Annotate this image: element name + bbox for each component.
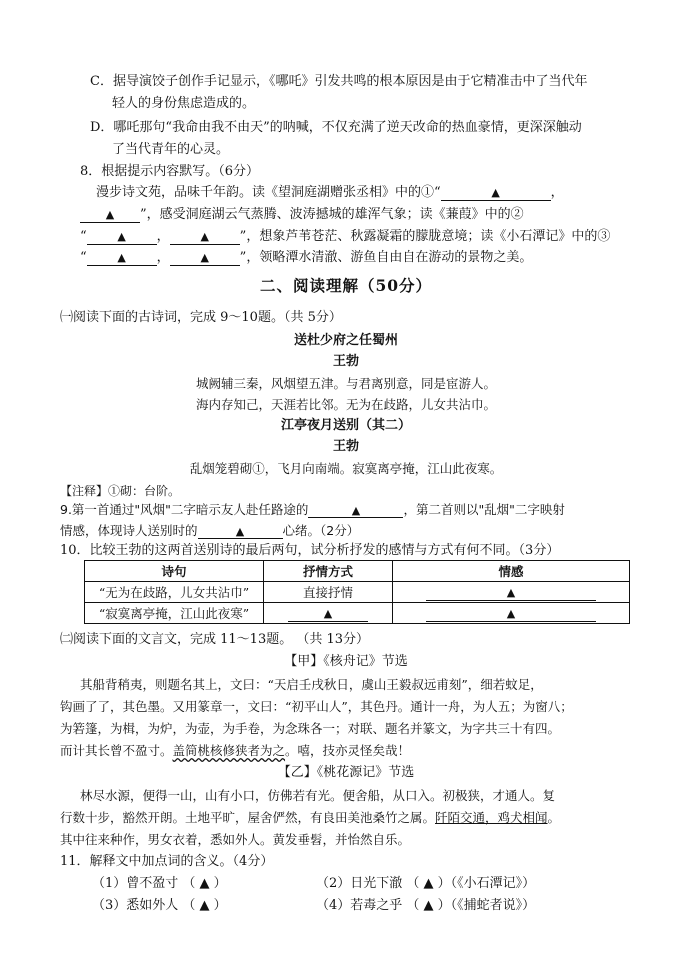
table-cell: “无为在歧路，儿女共沾巾” [85, 582, 264, 603]
q8-line1-text: 漫步诗文苑，品味千年韵。读《望洞庭湖赠张丞相》中的①“ [96, 185, 441, 200]
poem1-line2: 海内存知己，天涯若比邻。无为在歧路，儿女共沾巾。 [195, 397, 496, 412]
option-c-line2: 轻人的身份焦虑造成的。 [112, 96, 256, 111]
answer-blank[interactable]: ▲ [198, 523, 283, 539]
q11-item[interactable]: （1）曾不盈寸 （ ▲ ） [92, 876, 227, 891]
answer-blank[interactable]: ▲ [308, 502, 403, 518]
table-cell[interactable] [393, 582, 630, 603]
yi-line1: 林尽水源，便得一山，山有小口，仿佛若有光。便舍船，从口入。初极狭，才通人。复 [80, 788, 556, 803]
jia-line3: 为箬篷，为楫，为炉，为壶，为手卷，为念珠各一；对联、题名并篆文，为字共三十有四。 [60, 721, 561, 736]
answer-blank[interactable]: ▲ [441, 185, 551, 201]
jia-line2: 钩画了了，其色墨。又用篆章一，文曰：“初平山人”，其色丹。通计一舟，为人五；为窗八； [60, 699, 573, 714]
yi-line2: 行数十步，豁然开朗。土地平旷，屋舍俨然，有良田美池桑竹之属。阡陌交通，鸡犬相闻。 [60, 810, 561, 825]
table-row [85, 603, 630, 624]
q9-line1: 9.第一首通过"风烟"二字暗示友人赴任路途的 ▲ ，第二首则以"乱烟"二字映射 [60, 502, 565, 517]
jia-title: 【甲】《核舟记》节选 [284, 654, 408, 669]
underlined-sentence: 阡陌交通，鸡犬相闻 [435, 810, 548, 825]
q8-heading: 8．根据提示内容默写。（6分） [80, 164, 260, 179]
poem2-title: 江亭夜月送别（其二） [280, 418, 411, 433]
option-d-line1: D．哪吒那句“我命由我不由天”的呐喊，不仅充满了逆天改命的热血豪情，更深深触动 [90, 120, 582, 135]
q11-item[interactable]: （2）日光下澈 （ ▲ ）（《小石潭记》） [316, 876, 536, 891]
q9-line2: 情感，体现诗人送别时的 ▲ 心绪。（2分） [60, 523, 360, 538]
q8-line3-text: ”，想象芦苇苍茫、秋露凝霜的朦胧意境；读《小石潭记》中的③ [239, 229, 611, 244]
table-cell[interactable] [264, 603, 393, 624]
table-cell: “寂寞离亭掩，江山此夜寒” [85, 603, 264, 624]
table-header-cell: 抒情方式 [264, 561, 393, 582]
table-cell[interactable] [393, 603, 630, 624]
poem1-line1: 城阙辅三秦，风烟望五津。与君离别意，同是宦游人。 [195, 376, 496, 391]
q11-heading: 11．解释文中加点词的含义。（4分） [60, 854, 274, 869]
part1-intro: ㈠阅读下面的古诗词，完成 9～10题。（共 5分） [60, 310, 342, 325]
option-d-line2: 了当代青年的心灵。 [112, 142, 230, 157]
jia-line4: 而计其长曾不盈寸。盖简桃核修狭者为之。嘻，技亦灵怪矣哉！ [60, 743, 411, 758]
q10-table [84, 560, 630, 624]
table-header-cell: 诗句 [85, 561, 264, 582]
q8-line3: “ ▲ ， ▲ ”，想象芦苇苍茫、秋露凝霜的朦胧意境；读《小石潭记》中的③ [80, 229, 611, 244]
poem1-author: 王勃 [332, 354, 359, 369]
table-header-row [85, 561, 630, 582]
table-header-cell: 情感 [393, 561, 630, 582]
q8-line4: “ ▲ ， ▲ ”，领略潭水清澈、游鱼自由自在游动的景物之美。 [80, 250, 533, 265]
note: 【注释】①砌：台阶。 [60, 484, 181, 498]
q8-line4-text: ”，领略潭水清澈、游鱼自由自在游动的景物之美。 [239, 250, 533, 265]
poem2-line1: 乱烟笼碧砌①，飞月向南端。寂寞离亭掩，江山此夜寒。 [189, 461, 503, 476]
q8-line2 [80, 205, 524, 225]
underlined-sentence: 盖简桃核修狭者为之 [172, 743, 286, 758]
option-c-line1: C．据导演饺子创作手记显示，《哪吒》引发共鸣的根本原因是由于它精准击中了当代年 [90, 74, 588, 89]
yi-line3: 其中往来种作，男女衣着，悉如外人。黄发垂髫，并怡然自乐。 [60, 832, 411, 847]
yi-title: 【乙】《桃花源记》节选 [277, 765, 415, 780]
part2-intro: ㈡阅读下面的文言文，完成 11～13题。 （共 13分） [60, 632, 370, 647]
jia-line1: 其船背稍夷，则题名其上，文曰：“天启壬戌秋日，虞山王毅叔远甫刻”，细若蚊足， [80, 677, 543, 692]
answer-blank[interactable]: ▲ [87, 229, 157, 245]
answer-blank[interactable]: ▲ [426, 586, 596, 601]
table-cell: 直接抒情 [264, 582, 393, 603]
answer-blank[interactable]: ▲ [87, 250, 157, 266]
q8-line2-text: ”，感受洞庭湖云气蒸腾、波涛撼城的雄浑气象；读《蒹葭》中的② [140, 207, 524, 222]
answer-blank[interactable]: ▲ [80, 207, 140, 223]
q11-item[interactable]: （4）若毒之乎 （ ▲ ）（《捕蛇者说》） [316, 898, 536, 913]
q10-heading: 10．比较王勃的这两首送别诗的最后两句，试分析抒发的感情与方式有何不同。（3分） [60, 543, 560, 558]
section-title: 二、阅读理解（50分） [259, 276, 433, 295]
answer-blank[interactable]: ▲ [170, 229, 240, 245]
answer-blank[interactable]: ▲ [170, 250, 240, 266]
answer-blank[interactable]: ▲ [288, 607, 368, 622]
poem1-title: 送杜少府之任蜀州 [293, 333, 398, 348]
q8-line1: 漫步诗文苑，品味千年韵。读《望洞庭湖赠张丞相》中的①“ ▲ ， [96, 185, 564, 200]
poem2-author: 王勃 [332, 439, 359, 454]
table-row [85, 582, 630, 603]
q11-item[interactable]: （3）悉如外人 （ ▲ ） [92, 898, 227, 913]
answer-blank[interactable]: ▲ [426, 607, 596, 622]
